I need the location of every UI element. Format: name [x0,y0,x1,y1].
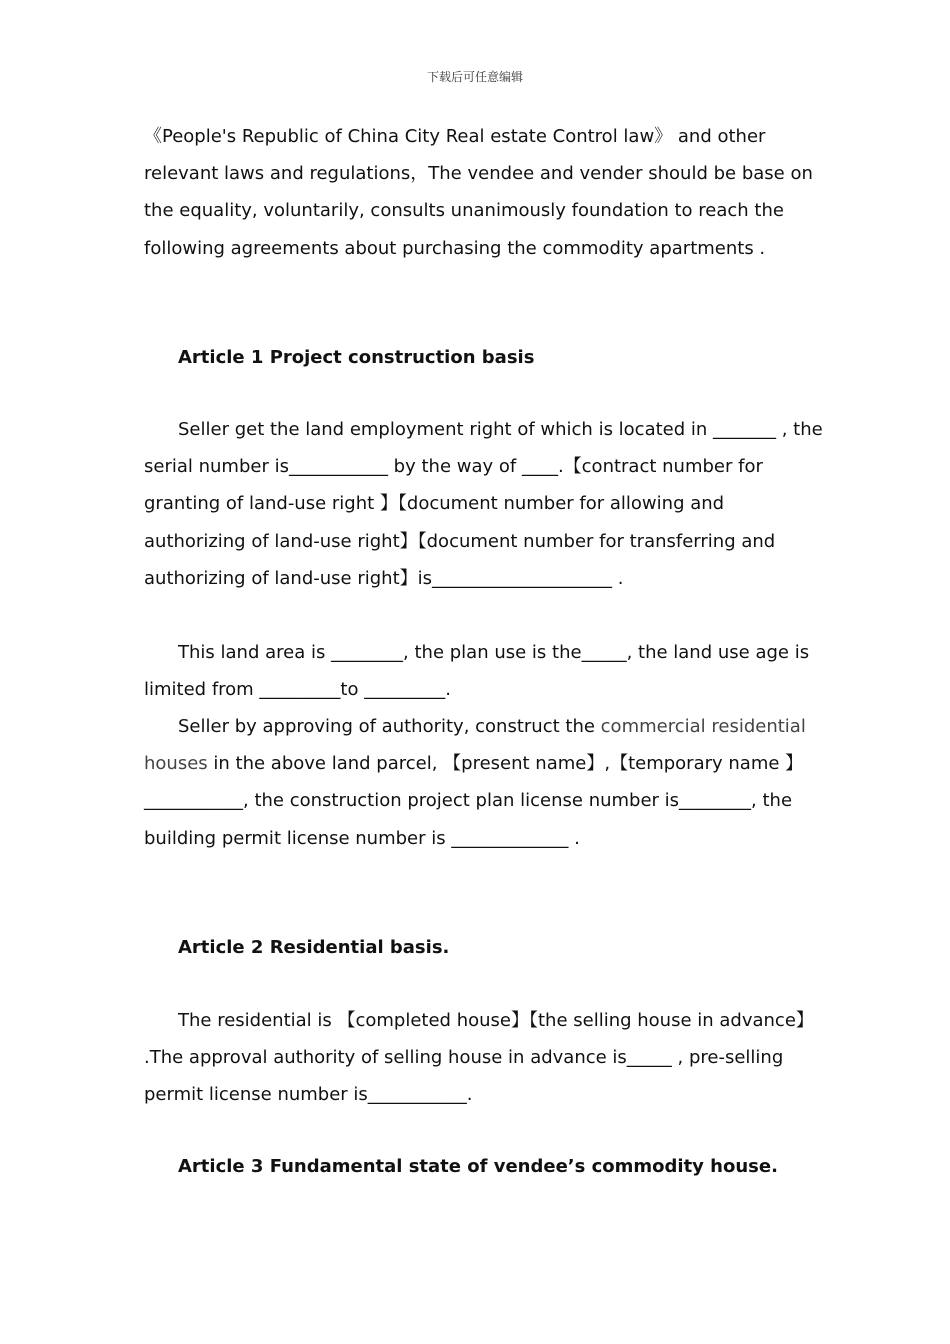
article-2-paragraph-1: The residential is 【completed house】【the selling house in advance】 .The approval authority of selling house in advance is_____ , pre-selling permit license number is___________. [144,1010,814,1106]
article-1-paragraph-3-end: in the above land parcel, 【present name】,【temporary name 】___________, the construction project plan license number is________, the building permit license number is _____________ . [144,753,804,849]
intro-paragraph: 《People's Republic of China City Real estate Control law》 and other relevant laws and regulations，The vendee and vender should be base on the equality, voluntarily, consults unanimously foundation to reach the following agreements about purchasing the commodity apartments . [144,126,813,259]
page-header-note: 下载后可任意编辑 [426,70,523,84]
commercial-residential-houses-term: commercial residential houses [144,716,806,775]
article-1-paragraph-1: Seller get the land employment right of which is located in _______ , the serial number is___________ by the way of ____.【contract number for granting of land-use right 】【document number for allowing and authorizing of land-use right】【document number for transferring and authorizing of land-use right】is____________________ . [144,419,823,589]
article-1-heading: Article 1 Project construction basis [178,347,535,368]
article-1-paragraph-3 [144,708,824,857]
article-2-heading: Article 2 Residential basis. [178,937,450,958]
article-3-heading: Article 3 Fundamental state of vendee’s commodity house. [178,1156,778,1177]
article-1-paragraph-3-start: Seller by approving of authority, construct the [178,716,601,737]
article-1-paragraph-2: This land area is ________, the plan use is the_____, the land use age is limited from _________to _________. [144,642,810,701]
